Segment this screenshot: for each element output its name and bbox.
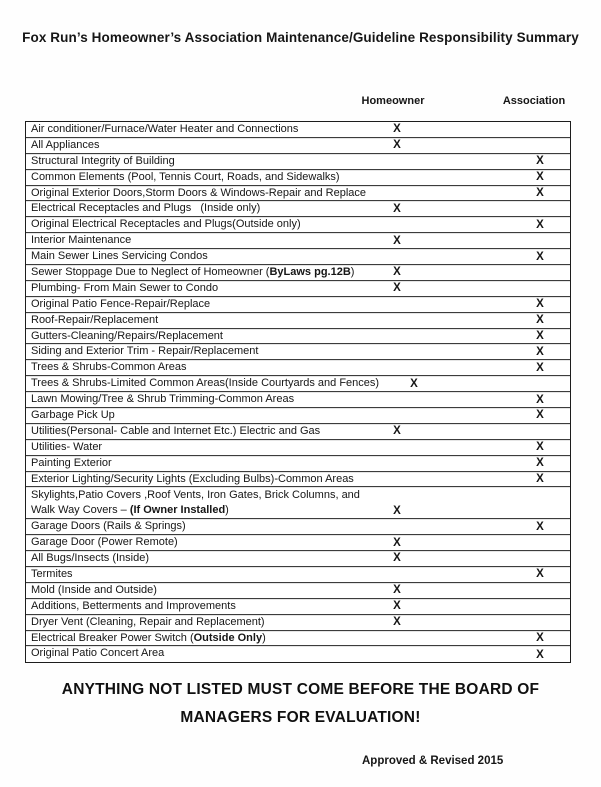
homeowner-mark: X — [393, 234, 401, 247]
association-mark: X — [536, 345, 544, 358]
table-row — [26, 424, 570, 440]
table-row — [26, 186, 570, 202]
homeowner-mark: X — [393, 123, 401, 136]
homeowner-mark: X — [393, 202, 401, 215]
association-mark: X — [536, 171, 544, 184]
table-row — [26, 472, 570, 488]
row-label: Structural Integrity of Building — [31, 154, 175, 167]
association-mark: X — [536, 648, 544, 661]
row-label: Garbage Pick Up — [31, 409, 115, 422]
table-row — [26, 297, 570, 313]
row-label: Original Patio Fence-Repair/Replace — [31, 297, 211, 310]
table-row — [26, 122, 570, 138]
homeowner-mark: X — [410, 377, 418, 390]
row-label: Dryer Vent (Cleaning, Repair and Replacement) — [31, 615, 265, 628]
table-row — [26, 154, 570, 170]
association-mark: X — [536, 568, 544, 581]
association-mark: X — [536, 472, 544, 485]
association-mark: X — [536, 631, 544, 644]
association-mark: X — [536, 155, 544, 168]
table-row — [26, 233, 570, 249]
row-label: Mold (Inside and Outside) — [31, 583, 157, 596]
association-mark: X — [536, 520, 544, 533]
homeowner-mark: X — [393, 600, 401, 613]
row-label: Plumbing- From Main Sewer to Condo — [31, 281, 219, 294]
association-mark: X — [536, 298, 544, 311]
row-label: Skylights,Patio Covers ,Roof Vents, Iron Gates, Brick Columns, and Walk Way Covers – (If Owner Installed) — [31, 488, 360, 517]
homeowner-mark: X — [393, 139, 401, 152]
association-mark: X — [536, 329, 544, 342]
table-row — [26, 535, 570, 551]
row-label: Utilities(Personal- Cable and Internet Etc.) Electric and Gas — [31, 424, 321, 437]
table-row — [26, 646, 570, 662]
table-row — [26, 281, 570, 297]
table-row — [26, 217, 570, 233]
row-label: Garage Doors (Rails & Springs) — [31, 520, 186, 533]
homeowner-mark: X — [393, 584, 401, 597]
homeowner-mark: X — [393, 282, 401, 295]
row-label: Original Electrical Receptacles and Plugs(Outside only) — [31, 218, 301, 231]
table-row — [26, 201, 570, 217]
approved-revised-note: Approved & Revised 2015 — [362, 755, 504, 767]
table-row — [26, 376, 570, 392]
table-row — [26, 313, 570, 329]
homeowner-mark: X — [393, 425, 401, 438]
row-label: Exterior Lighting/Security Lights (Excluding Bulbs)-Common Areas — [31, 472, 354, 485]
table-row — [26, 567, 570, 583]
row-label: Main Sewer Lines Servicing Condos — [31, 250, 208, 263]
row-label: Trees & Shrubs-Limited Common Areas(Inside Courtyards and Fences) — [31, 377, 380, 390]
table-row — [26, 615, 570, 631]
column-header-association: Association — [502, 95, 566, 107]
association-mark: X — [536, 409, 544, 422]
row-label: Common Elements (Pool, Tennis Court, Roads, and Sidewalks) — [31, 170, 340, 183]
row-label: All Appliances — [31, 138, 100, 151]
row-label: Roof-Repair/Replacement — [31, 313, 159, 326]
homeowner-mark: X — [393, 616, 401, 629]
table-row — [26, 551, 570, 567]
board-notice-line1: ANYTHING NOT LISTED MUST COME BEFORE THE BOARD OF — [61, 681, 540, 698]
row-label: Air conditioner/Furnace/Water Heater and Connections — [31, 123, 299, 135]
page-title: Fox Run’s Homeowner’s Association Maintenance/Guideline Responsibility Summary — [22, 30, 579, 45]
association-mark: X — [536, 250, 544, 263]
table-row — [26, 440, 570, 456]
association-mark: X — [536, 218, 544, 231]
table-row — [26, 456, 570, 472]
column-header-homeowner: Homeowner — [361, 95, 425, 107]
table-row — [26, 583, 570, 599]
table-row — [26, 599, 570, 615]
table-row — [26, 170, 570, 186]
homeowner-mark: X — [393, 552, 401, 565]
homeowner-mark: X — [393, 266, 401, 279]
row-label: Electrical Breaker Power Switch (Outside Only) — [31, 631, 266, 644]
table-row — [26, 487, 570, 519]
row-label: Trees & Shrubs-Common Areas — [31, 361, 187, 374]
board-notice — [0, 676, 601, 732]
table-row — [26, 344, 570, 360]
row-label: Painting Exterior — [31, 456, 112, 469]
homeowner-mark: X — [393, 536, 401, 549]
table-row — [26, 329, 570, 345]
row-label: Gutters-Cleaning/Repairs/Replacement — [31, 329, 223, 342]
responsibility-table — [25, 121, 571, 663]
table-row — [26, 249, 570, 265]
table-row — [26, 138, 570, 154]
row-label: Garage Door (Power Remote) — [31, 536, 178, 549]
table-row — [26, 408, 570, 424]
row-label: Lawn Mowing/Tree & Shrub Trimming-Common Areas — [31, 393, 295, 406]
table-row — [26, 265, 570, 281]
association-mark: X — [536, 186, 544, 199]
row-label: Additions, Betterments and Improvements — [31, 599, 236, 612]
board-notice-line2: MANAGERS FOR EVALUATION! — [180, 709, 421, 726]
row-label: Siding and Exterior Trim - Repair/Replacement — [31, 345, 259, 358]
row-label: Sewer Stoppage Due to Neglect of Homeowner (ByLaws pg.12B) — [31, 266, 355, 279]
row-label: All Bugs/Insects (Inside) — [31, 552, 149, 565]
association-mark: X — [536, 314, 544, 327]
association-mark: X — [536, 393, 544, 406]
table-row — [26, 392, 570, 408]
row-label: Termites — [31, 567, 73, 580]
table-row — [26, 631, 570, 647]
table-row — [26, 519, 570, 535]
row-label: Interior Maintenance — [31, 234, 132, 247]
row-label: Original Patio Concert Area — [31, 647, 165, 660]
row-label: Electrical Receptacles and Plugs (Inside only) — [31, 202, 261, 215]
row-label: Utilities- Water — [31, 440, 103, 453]
association-mark: X — [536, 457, 544, 470]
association-mark: X — [536, 441, 544, 454]
table-row — [26, 360, 570, 376]
row-label: Original Exterior Doors,Storm Doors & Windows-Repair and Replace — [31, 186, 367, 199]
association-mark: X — [536, 361, 544, 374]
homeowner-mark: X — [393, 504, 401, 517]
